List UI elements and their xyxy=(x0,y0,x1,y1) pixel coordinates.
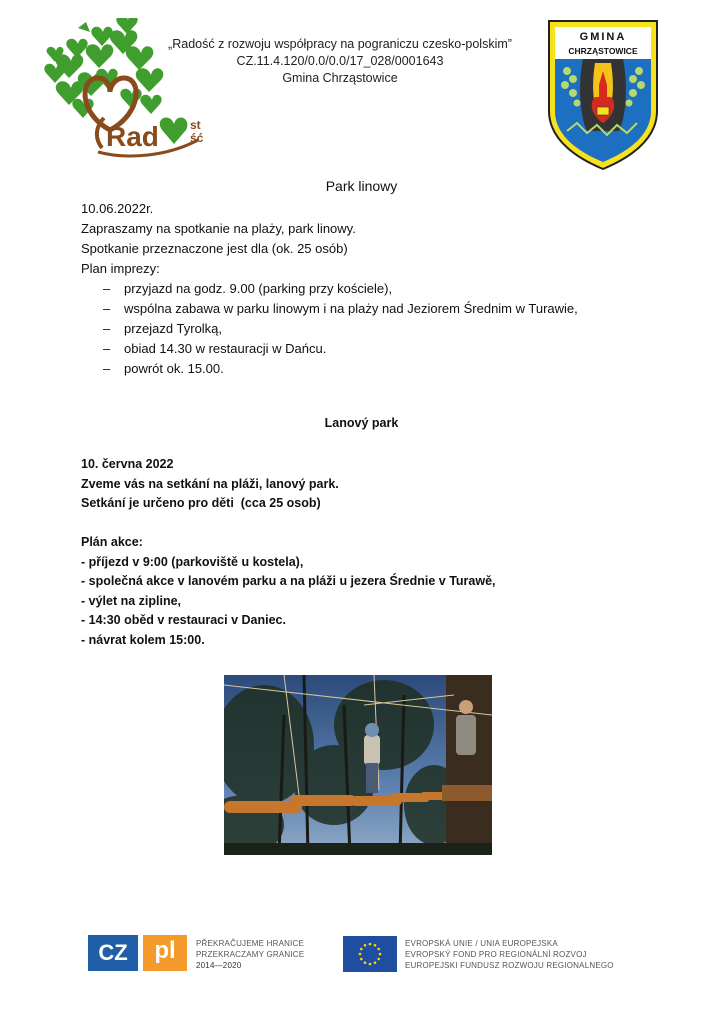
project-code: CZ.11.4.120/0.0/0.0/17_028/0001643 xyxy=(236,54,444,68)
polish-title: Park linowy xyxy=(325,178,398,194)
czech-title: Lanový park xyxy=(324,416,399,430)
coat-line1: GMINA xyxy=(579,31,627,43)
eu-flag xyxy=(343,936,397,972)
radosc-wordmark: Rad xyxy=(106,121,159,152)
eu-line3: EUROPEJSKI FUNDUSZ ROZWOJU REGIONALNEGO xyxy=(405,961,614,970)
radosc-superscript-top: st xyxy=(190,118,201,132)
list-item: - návrat kolem 15:00. xyxy=(81,632,205,647)
dash-bullet: – xyxy=(103,301,111,316)
eu-line2: EVROPSKÝ FOND PRO REGIONÁLNÍ ROZVOJ xyxy=(405,950,587,959)
list-item: - 14:30 oběd v restauraci v Daniec. xyxy=(81,613,286,627)
czpl-line1: PŘEKRAČUJEME HRANICE xyxy=(196,939,305,948)
list-item xyxy=(81,359,578,379)
cz-block xyxy=(88,935,138,971)
polish-intro: Zapraszamy na spotkanie na plaży, park linowy. xyxy=(81,221,356,236)
list-item: - příjezd v 9:00 (parkoviště u kostela), xyxy=(81,554,304,569)
municipality-name: Gmina Chrząstowice xyxy=(282,71,398,85)
dash-bullet: – xyxy=(103,341,111,356)
czpl-logo xyxy=(88,935,308,975)
czech-intro: Zveme vás na setkání na pláži, lanový park. xyxy=(81,476,339,491)
polish-audience: Spotkanie przeznaczone jest dla (ok. 25 osób) xyxy=(81,241,348,256)
project-header xyxy=(140,36,540,87)
list-item-text: przejazd Tyrolką, xyxy=(124,321,223,336)
list-item: - společná akce v lanovém parku a na pláži u jezera Średnie v Turawě, xyxy=(81,574,496,588)
list-item xyxy=(81,299,578,319)
czpl-line3: 2014—2020 xyxy=(196,961,242,970)
radosc-superscript-bottom: ść xyxy=(190,131,204,145)
eu-logo xyxy=(343,936,633,974)
list-item: - výlet na zipline, xyxy=(81,593,182,608)
czech-audience: Setkání je určeno pro děti (cca 25 osob) xyxy=(81,496,321,510)
list-item-text: przyjazd na godz. 9.00 (parking przy kościele), xyxy=(124,281,393,296)
polish-plan-label: Plan imprezy: xyxy=(81,261,160,276)
dash-bullet: – xyxy=(103,361,111,376)
pl-label: pl xyxy=(154,937,176,964)
coat-of-arms-icon xyxy=(547,19,659,171)
czpl-line2: PRZEKRACZAMY GRANICE xyxy=(196,950,305,959)
eu-stars-icon xyxy=(343,936,397,972)
coat-line2: CHRZĄSTOWICE xyxy=(568,46,638,56)
polish-date: 10.06.2022r. xyxy=(81,201,154,216)
ropes-course-photo xyxy=(224,675,492,855)
eu-line1: EVROPSKÁ UNIE / UNIA EUROPEJSKA xyxy=(405,939,558,948)
list-item xyxy=(81,279,578,299)
ropes-course-photo-icon xyxy=(224,675,492,855)
polish-section xyxy=(81,199,578,379)
czpl-text xyxy=(196,938,311,971)
pl-block xyxy=(143,935,187,971)
eu-text xyxy=(405,938,633,971)
list-item-text: powrót ok. 15.00. xyxy=(124,361,224,376)
list-item-text: obiad 14.30 w restauracji w Dańcu. xyxy=(124,341,327,356)
czech-date: 10. června 2022 xyxy=(81,457,174,471)
dash-bullet: – xyxy=(103,281,111,296)
project-title: „Radość z rozwoju współpracy na pograniczu czesko-polskim” xyxy=(168,37,512,51)
czech-plan-label: Plán akce: xyxy=(81,535,143,549)
cz-label: CZ xyxy=(98,940,128,965)
polish-plan-list xyxy=(81,279,578,379)
list-item-text: wspólna zabawa w parku linowym i na plaży nad Jeziorem Średnim w Turawie, xyxy=(124,301,578,316)
czech-section xyxy=(81,455,496,650)
dash-bullet: – xyxy=(103,321,111,336)
list-item xyxy=(81,319,578,339)
list-item xyxy=(81,339,578,359)
gmina-coat-of-arms xyxy=(547,19,659,171)
